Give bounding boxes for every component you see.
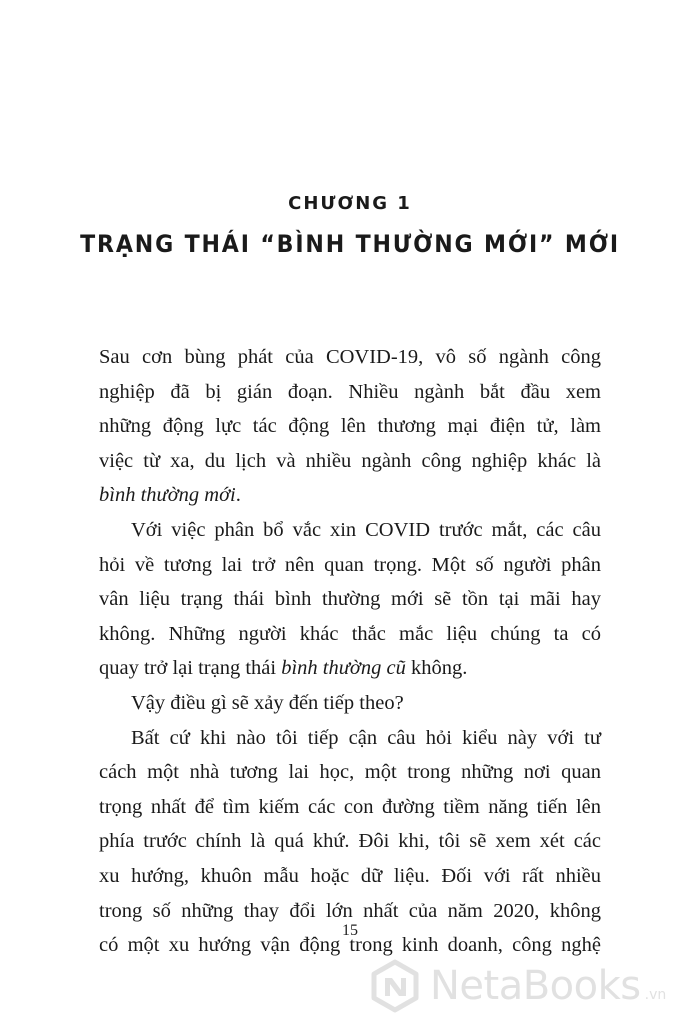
text-line: có một xu hướng vận động trong kinh doanh, công nghệ xyxy=(99,934,601,957)
netabooks-logo-icon xyxy=(368,959,422,1013)
watermark-brand: NetaBooks xyxy=(430,963,641,1009)
body-text xyxy=(99,340,601,963)
text-line: những động lực tác động lên thương mại điện tử, làm xyxy=(99,415,601,438)
text-line: xu hướng, khuôn mẫu hoặc dữ liệu. Đối với rất nhiều xyxy=(99,864,601,887)
text-line: nghiệp đã bị gián đoạn. Nhiều ngành bắt đầu xem xyxy=(99,380,601,403)
text-line: vân liệu trạng thái bình thường mới sẽ tồn tại mãi hay xyxy=(99,588,601,611)
text-line: Sau cơn bùng phát của COVID-19, vô số ngành công xyxy=(99,346,601,368)
italic-phrase: bình thường mới xyxy=(99,484,236,507)
paragraph-2 xyxy=(99,513,601,686)
paragraph-3 xyxy=(99,686,601,721)
text-line: Với việc phân bổ vắc xin COVID trước mắt, các câu xyxy=(131,518,601,541)
text-fragment: không. xyxy=(405,657,468,680)
text-line xyxy=(99,478,601,513)
chapter-title: TRẠNG THÁI “BÌNH THƯỜNG MỚI” MỚI xyxy=(80,230,620,258)
text-line: trong số những thay đổi lớn nhất của năm 2020, không xyxy=(99,899,601,922)
text-line: cách một nhà tương lai học, một trong những nơi quan xyxy=(99,761,601,784)
text-line: hỏi về tương lai trở nên quan trọng. Một số người phân xyxy=(99,553,601,576)
text-line: không. Những người khác thắc mắc liệu chúng ta có xyxy=(99,622,601,645)
text-line: Vậy điều gì sẽ xảy đến tiếp theo? xyxy=(131,691,404,714)
text-line: phía trước chính là quá khứ. Đôi khi, tôi sẽ xem xét các xyxy=(99,830,601,853)
text-fragment: quay trở lại trạng thái xyxy=(99,657,282,680)
text-line xyxy=(99,651,601,686)
italic-phrase: bình thường cũ xyxy=(281,657,406,680)
page-number: 15 xyxy=(342,922,358,939)
paragraph-1 xyxy=(99,340,601,513)
text-line: Bất cứ khi nào tôi tiếp cận câu hỏi kiểu này với tư xyxy=(131,726,601,749)
netabooks-watermark xyxy=(368,954,688,1018)
text-fragment: . xyxy=(235,484,241,507)
text-line: trọng nhất để tìm kiếm các con đường tiềm năng tiến lên xyxy=(99,795,601,818)
chapter-label: CHƯƠNG 1 xyxy=(288,193,412,214)
text-line: việc từ xa, du lịch và nhiều ngành công nghiệp khác là xyxy=(99,449,601,472)
watermark-suffix: .vn xyxy=(644,987,667,1003)
